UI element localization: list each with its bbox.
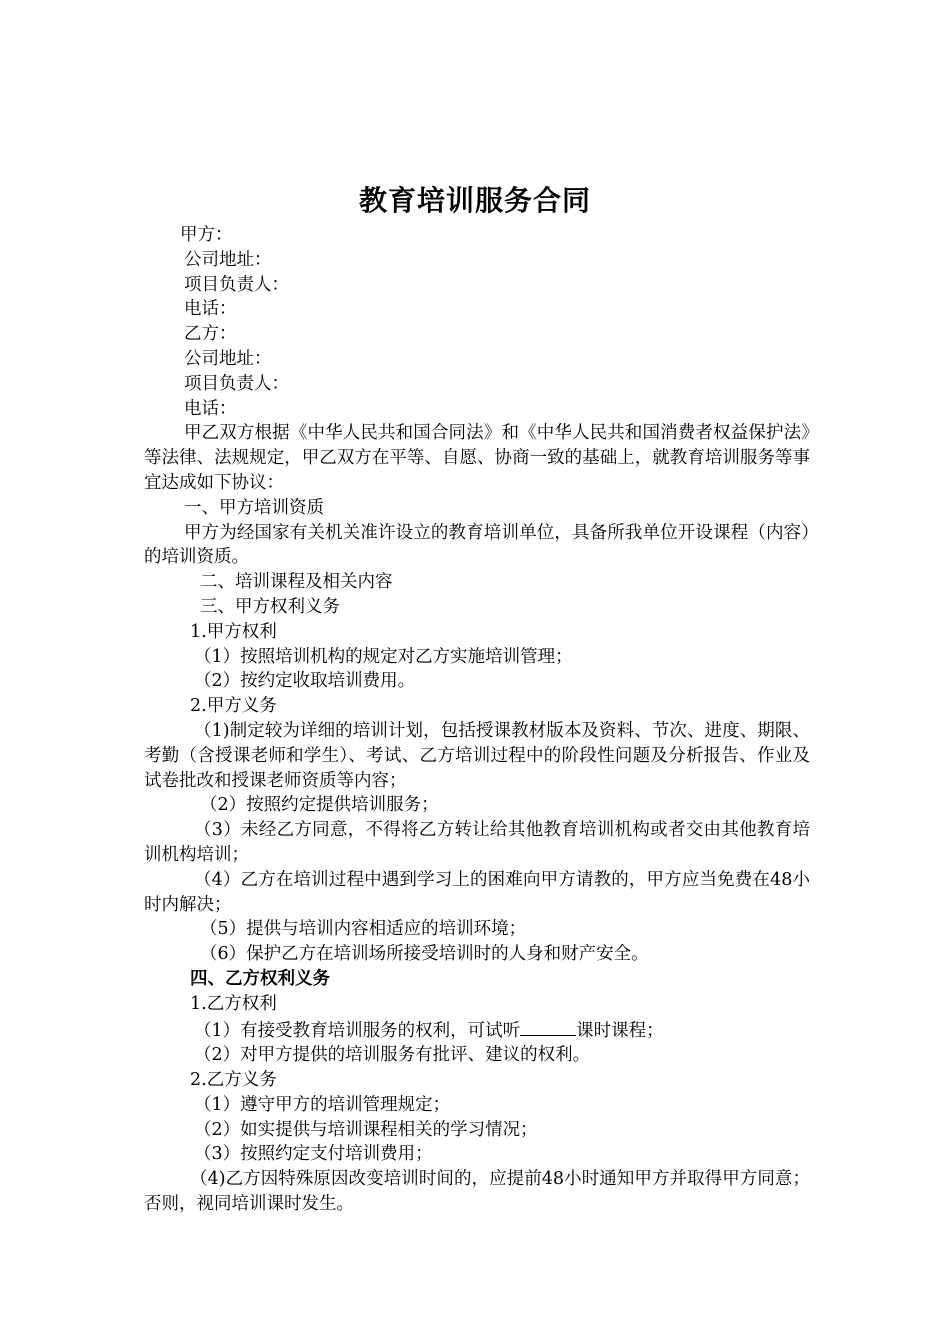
party-a-duty-item: （2）按照约定提供培训服务； — [200, 795, 439, 816]
party-b-right-item: （2）对甲方提供的培训服务有批评、建议的权利。 — [194, 1045, 591, 1066]
party-b-right-item — [144, 1017, 810, 1044]
party-a-duty-item: （5）提供与培训内容相适应的培训环境； — [200, 919, 527, 940]
party-b-duty-4-text: （4)乙方因特殊原因改变培训时间的，应提前48小时通知甲方并取得甲方同意；否则，视同培训课时发生。 — [144, 1169, 810, 1215]
preamble-text: 甲乙双方根据《中华人民共和国合同法》和《中华人民共和国消费者权益保护法》等法律、法规规定，甲乙双方在平等、自愿、协商一致的基础上，就教育培训服务等事宜达成如下协议： — [144, 423, 810, 493]
document-title: 教育培训服务合同 — [358, 184, 591, 217]
party-a-duty-item — [144, 868, 810, 918]
party-a-right-item: （1）按照培训机构的规定对乙方实施培训管理； — [194, 646, 573, 667]
section3-heading: 三、甲方权利义务 — [200, 596, 340, 617]
party-a-phone: 电话： — [184, 299, 237, 320]
party-a-duty-item: （6）保护乙方在培训场所接受培训时的人身和财产安全。 — [200, 944, 649, 965]
party-b-label: 乙方： — [184, 324, 237, 345]
section2-heading: 二、培训课程及相关内容 — [200, 572, 393, 593]
section1-heading: 一、甲方培训资质 — [184, 497, 324, 518]
trial-hours-blank[interactable] — [520, 1017, 576, 1036]
party-b-rights-heading: 1.乙方权利 — [190, 993, 277, 1014]
section4-heading: 四、乙方权利义务 — [190, 968, 330, 989]
party-a-label: 甲方： — [180, 225, 233, 245]
party-a-duty-3-text: （3）未经乙方同意，不得将乙方转让给其他教育培训机构或者交由其他教育培训机构培训； — [144, 820, 810, 865]
party-a-manager: 项目负责人： — [184, 274, 289, 295]
party-b-duty-item: （1）遵守甲方的培训管理规定； — [194, 1094, 451, 1115]
party-a-address: 公司地址： — [184, 249, 272, 270]
party-b-address: 公司地址： — [184, 348, 272, 369]
party-b-manager: 项目负责人： — [184, 373, 289, 394]
party-a-right-item: （2）按约定收取培训费用。 — [194, 671, 416, 692]
party-a-duty-1-text: （1)制定较为详细的培训计划，包括授课教材版本及资料、节次、进度、期限、考勤（含授课老师和学生）、考试、乙方培训过程中的阶段性问题及分析报告、作业及试卷批改和授课老师资质等内容； — [144, 720, 810, 791]
party-b-phone: 电话： — [184, 398, 237, 419]
party-a-duty-4-text: （4）乙方在培训过程中遇到学习上的困难向甲方请教的，甲方应当免费在48小时内解决； — [144, 869, 810, 915]
party-a-duties-heading: 2.甲方义务 — [190, 696, 277, 717]
section1-paragraph — [144, 521, 810, 571]
party-a-duty-item — [144, 719, 810, 793]
party-b-duty-item: （2）如实提供与培训课程相关的学习情况； — [194, 1119, 538, 1140]
section1-text: 甲方为经国家有关机关准许设立的教育培训单位，具备所我单位开设课程（内容）的培训资质。 — [144, 522, 810, 568]
party-b-duty-item: （3）按照约定支付培训费用； — [194, 1144, 433, 1165]
party-b-right-1-after: 课时课程； — [576, 1020, 664, 1041]
party-a-rights-heading: 1.甲方权利 — [190, 621, 277, 642]
party-b-duty-item — [144, 1167, 810, 1217]
party-b-right-1-before: （1）有接受教育培训服务的权利，可试听 — [194, 1020, 521, 1041]
party-a-duty-item — [144, 818, 810, 868]
preamble-paragraph — [144, 421, 810, 495]
party-b-duties-heading: 2.乙方义务 — [190, 1070, 277, 1091]
document-body — [144, 223, 810, 1217]
